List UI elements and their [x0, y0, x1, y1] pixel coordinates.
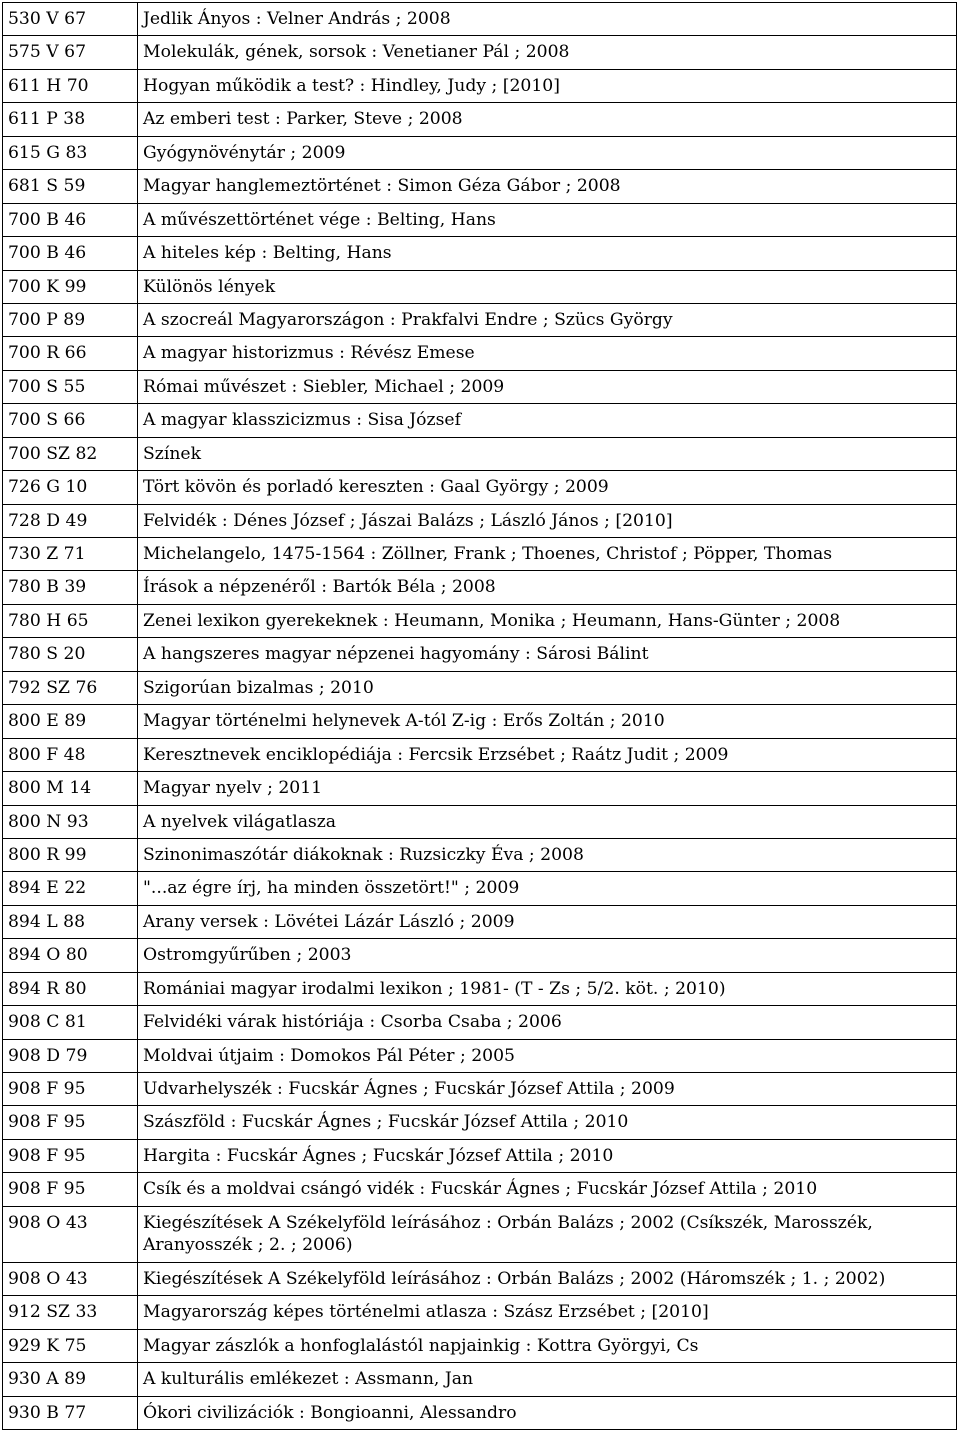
- table-row: [3, 638, 957, 671]
- call-number-cell: 700 P 89: [3, 303, 138, 336]
- table-row: [3, 370, 957, 403]
- call-number-cell: 792 SZ 76: [3, 671, 138, 704]
- title-cell: Ókori civilizációk : Bongioanni, Alessandro: [138, 1396, 957, 1429]
- call-number-cell: 908 F 95: [3, 1173, 138, 1206]
- table-row: [3, 471, 957, 504]
- title-cell: Zenei lexikon gyerekeknek : Heumann, Monika ; Heumann, Hans-Günter ; 2008: [138, 604, 957, 637]
- title-cell: Ostromgyűrűben ; 2003: [138, 939, 957, 972]
- table-row: [3, 939, 957, 972]
- title-cell: Romániai magyar irodalmi lexikon ; 1981- (T - Zs ; 5/2. köt. ; 2010): [138, 972, 957, 1005]
- call-number-cell: 908 O 43: [3, 1206, 138, 1262]
- title-cell: A magyar klasszicizmus : Sisa József: [138, 404, 957, 437]
- call-number-cell: 800 E 89: [3, 705, 138, 738]
- call-number-cell: 611 P 38: [3, 103, 138, 136]
- call-number-cell: 700 B 46: [3, 237, 138, 270]
- table-row: [3, 1006, 957, 1039]
- table-row: [3, 3, 957, 36]
- title-cell: Gyógynövénytár ; 2009: [138, 136, 957, 169]
- title-cell: "...az égre írj, ha minden összetört!" ; 2009: [138, 872, 957, 905]
- table-row: [3, 1039, 957, 1072]
- title-cell: Különös lények: [138, 270, 957, 303]
- table-row: [3, 270, 957, 303]
- call-number-cell: 575 V 67: [3, 36, 138, 69]
- table-row: [3, 772, 957, 805]
- call-number-cell: 908 C 81: [3, 1006, 138, 1039]
- table-row: [3, 1396, 957, 1429]
- table-row: [3, 404, 957, 437]
- title-cell: Michelangelo, 1475-1564 : Zöllner, Frank ; Thoenes, Christof ; Pöpper, Thomas: [138, 538, 957, 571]
- call-number-cell: 800 F 48: [3, 738, 138, 771]
- title-cell: A kulturális emlékezet : Assmann, Jan: [138, 1363, 957, 1396]
- table-row: [3, 905, 957, 938]
- table-row: [3, 504, 957, 537]
- title-cell: Hargita : Fucskár Ágnes ; Fucskár József Attila ; 2010: [138, 1139, 957, 1172]
- call-number-cell: 615 G 83: [3, 136, 138, 169]
- table-row: [3, 705, 957, 738]
- title-cell: Felvidék : Dénes József ; Jászai Balázs ; László János ; [2010]: [138, 504, 957, 537]
- title-cell: Kiegészítések A Székelyföld leírásához : Orbán Balázs ; 2002 (Háromszék ; 1. ; 2002): [138, 1262, 957, 1295]
- call-number-cell: 726 G 10: [3, 471, 138, 504]
- table-row: [3, 1262, 957, 1295]
- call-number-cell: 730 Z 71: [3, 538, 138, 571]
- call-number-cell: 800 R 99: [3, 838, 138, 871]
- title-cell: Szinonimaszótár diákoknak : Ruzsiczky Éva ; 2008: [138, 838, 957, 871]
- call-number-cell: 908 D 79: [3, 1039, 138, 1072]
- table-row: [3, 1329, 957, 1362]
- title-cell: Magyar hanglemeztörténet : Simon Géza Gábor ; 2008: [138, 170, 957, 203]
- call-number-cell: 700 R 66: [3, 337, 138, 370]
- title-cell: Kiegészítések A Székelyföld leírásához : Orbán Balázs ; 2002 (Csíkszék, Marosszék, Aranyosszék ; 2. ; 2006): [138, 1206, 957, 1262]
- call-number-cell: 780 H 65: [3, 604, 138, 637]
- table-row: [3, 1296, 957, 1329]
- table-row: [3, 203, 957, 236]
- title-cell: Az emberi test : Parker, Steve ; 2008: [138, 103, 957, 136]
- table-row: [3, 1206, 957, 1262]
- call-number-cell: 894 L 88: [3, 905, 138, 938]
- table-row: [3, 303, 957, 336]
- title-cell: Arany versek : Lövétei Lázár László ; 2009: [138, 905, 957, 938]
- call-number-cell: 700 SZ 82: [3, 437, 138, 470]
- title-cell: Római művészet : Siebler, Michael ; 2009: [138, 370, 957, 403]
- call-number-cell: 908 F 95: [3, 1073, 138, 1106]
- table-row: [3, 738, 957, 771]
- call-number-cell: 912 SZ 33: [3, 1296, 138, 1329]
- title-cell: Csík és a moldvai csángó vidék : Fucskár Ágnes ; Fucskár József Attila ; 2010: [138, 1173, 957, 1206]
- title-cell: A művészettörténet vége : Belting, Hans: [138, 203, 957, 236]
- title-cell: Molekulák, gének, sorsok : Venetianer Pál ; 2008: [138, 36, 957, 69]
- table-row: [3, 437, 957, 470]
- title-cell: Magyar zászlók a honfoglalástól napjainkig : Kottra Györgyi, Cs: [138, 1329, 957, 1362]
- call-number-cell: 611 H 70: [3, 69, 138, 102]
- title-cell: Szigorúan bizalmas ; 2010: [138, 671, 957, 704]
- table-row: [3, 604, 957, 637]
- call-number-cell: 930 B 77: [3, 1396, 138, 1429]
- call-number-cell: 728 D 49: [3, 504, 138, 537]
- call-number-cell: 894 O 80: [3, 939, 138, 972]
- table-row: [3, 538, 957, 571]
- table-row: [3, 237, 957, 270]
- call-number-cell: 700 K 99: [3, 270, 138, 303]
- table-row: [3, 1106, 957, 1139]
- table-row: [3, 69, 957, 102]
- table-row: [3, 337, 957, 370]
- call-number-cell: 894 E 22: [3, 872, 138, 905]
- table-row: [3, 103, 957, 136]
- table-row: [3, 1363, 957, 1396]
- call-number-cell: 780 B 39: [3, 571, 138, 604]
- table-row: [3, 805, 957, 838]
- call-number-cell: 700 S 55: [3, 370, 138, 403]
- call-number-cell: 530 V 67: [3, 3, 138, 36]
- title-cell: A magyar historizmus : Révész Emese: [138, 337, 957, 370]
- title-cell: Írások a népzenéről : Bartók Béla ; 2008: [138, 571, 957, 604]
- title-cell: Magyar nyelv ; 2011: [138, 772, 957, 805]
- table-row: [3, 170, 957, 203]
- call-number-cell: 800 M 14: [3, 772, 138, 805]
- call-number-cell: 681 S 59: [3, 170, 138, 203]
- table-row: [3, 571, 957, 604]
- title-cell: Udvarhelyszék : Fucskár Ágnes ; Fucskár József Attila ; 2009: [138, 1073, 957, 1106]
- table-row: [3, 1139, 957, 1172]
- table-row: [3, 36, 957, 69]
- call-number-cell: 908 O 43: [3, 1262, 138, 1295]
- title-cell: A hiteles kép : Belting, Hans: [138, 237, 957, 270]
- call-number-cell: 894 R 80: [3, 972, 138, 1005]
- call-number-cell: 929 K 75: [3, 1329, 138, 1362]
- call-number-cell: 930 A 89: [3, 1363, 138, 1396]
- table-row: [3, 872, 957, 905]
- title-cell: Moldvai útjaim : Domokos Pál Péter ; 2005: [138, 1039, 957, 1072]
- catalog-table: [2, 2, 957, 1430]
- title-cell: Színek: [138, 437, 957, 470]
- title-cell: Magyar történelmi helynevek A-tól Z-ig : Erős Zoltán ; 2010: [138, 705, 957, 738]
- call-number-cell: 700 B 46: [3, 203, 138, 236]
- call-number-cell: 908 F 95: [3, 1106, 138, 1139]
- title-cell: Magyarország képes történelmi atlasza : Szász Erzsébet ; [2010]: [138, 1296, 957, 1329]
- title-cell: Szászföld : Fucskár Ágnes ; Fucskár József Attila ; 2010: [138, 1106, 957, 1139]
- call-number-cell: 780 S 20: [3, 638, 138, 671]
- catalog-body: [3, 3, 957, 1430]
- table-row: [3, 136, 957, 169]
- table-row: [3, 838, 957, 871]
- table-row: [3, 972, 957, 1005]
- title-cell: A hangszeres magyar népzenei hagyomány : Sárosi Bálint: [138, 638, 957, 671]
- call-number-cell: 800 N 93: [3, 805, 138, 838]
- table-row: [3, 1173, 957, 1206]
- title-cell: Felvidéki várak históriája : Csorba Csaba ; 2006: [138, 1006, 957, 1039]
- title-cell: Hogyan működik a test? : Hindley, Judy ; [2010]: [138, 69, 957, 102]
- table-row: [3, 671, 957, 704]
- title-cell: Keresztnevek enciklopédiája : Fercsik Erzsébet ; Raátz Judit ; 2009: [138, 738, 957, 771]
- title-cell: A nyelvek világatlasza: [138, 805, 957, 838]
- title-cell: A szocreál Magyarországon : Prakfalvi Endre ; Szücs György: [138, 303, 957, 336]
- title-cell: Jedlik Ányos : Velner András ; 2008: [138, 3, 957, 36]
- title-cell: Tört kövön és porladó kereszten : Gaal György ; 2009: [138, 471, 957, 504]
- table-row: [3, 1073, 957, 1106]
- call-number-cell: 700 S 66: [3, 404, 138, 437]
- call-number-cell: 908 F 95: [3, 1139, 138, 1172]
